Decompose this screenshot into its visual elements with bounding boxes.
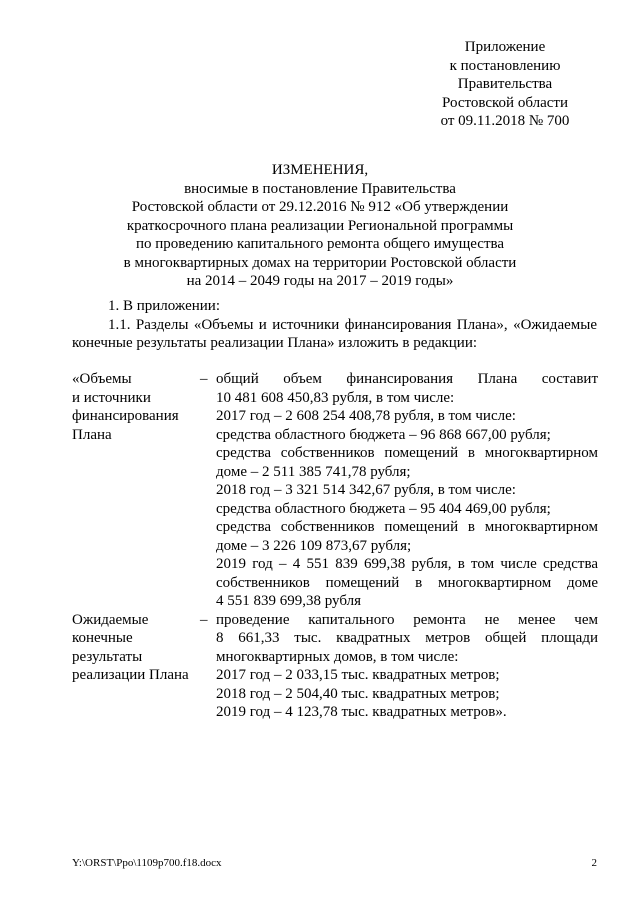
content-line: проведение капитального ремонта не менее чем: [216, 611, 598, 628]
heading-line: Ростовской области от 29.12.2016 № 912 «Об утверждении: [131, 199, 509, 215]
content-line: 2017 год – 2 608 254 408,78 рубля, в том числе:: [216, 408, 516, 424]
content-line: многоквартирных домов, в том числе:: [216, 648, 459, 665]
content-line: 4 551 839 699,38 рубля: [216, 593, 361, 609]
row-label: [72, 611, 200, 722]
content-line: общий объем финансирования Плана составит: [216, 371, 598, 387]
annex-line: Приложение: [464, 39, 546, 55]
heading-line: вносимые в постановление Правительства: [184, 180, 456, 197]
content-line: средства областного бюджета – 95 404 469,00 рубля;: [216, 500, 551, 517]
document-heading: [90, 161, 550, 291]
content-line: средства областного бюджета – 96 868 667,00 рубля;: [216, 426, 551, 443]
content-line: средства собственников помещений в многоквартирном: [216, 445, 598, 461]
annex-block: [420, 38, 590, 131]
content-line: средства собственников помещений в многоквартирном: [216, 519, 598, 535]
row-label-line: финансирования: [72, 408, 179, 424]
content-line: 2019 год – 4 551 839 699,38 рубля, в том числе средства: [216, 556, 598, 572]
content-line: доме – 3 226 109 873,67 рубля;: [216, 537, 412, 554]
content-line: 2018 год – 2 504,40 тыс. квадратных метров;: [216, 685, 500, 702]
content-line: 2019 год – 4 123,78 тыс. квадратных метров».: [216, 704, 507, 720]
row-label-line: конечные: [72, 630, 133, 646]
table-row: [72, 611, 600, 722]
content-line: собственников помещений в многоквартирном доме: [216, 574, 598, 591]
content-line: 10 481 608 450,83 рубля, в том числе:: [216, 389, 455, 406]
file-path: Y:\ORST\Ppo\1109p700.f18.docx: [72, 857, 222, 869]
heading-line: на 2014 – 2049 годы на 2017 – 2019 годы»: [186, 273, 454, 289]
content-line: 8 661,33 тыс. квадратных метров общей площади: [216, 630, 598, 646]
row-label-line: «Объемы: [72, 371, 132, 387]
row-dash: –: [200, 371, 208, 387]
row-label-line: Ожидаемые: [72, 611, 149, 628]
table-row: [72, 370, 600, 611]
row-dash: –: [200, 611, 208, 628]
heading-title: ИЗМЕНЕНИЯ,: [271, 162, 369, 178]
row-content: [216, 611, 598, 722]
page-number: 2: [591, 857, 597, 869]
heading-line: по проведению капитального ремонта общего имущества: [135, 236, 505, 252]
content-line: доме – 2 511 385 741,78 рубля;: [216, 463, 411, 480]
heading-line: краткосрочного плана реализации Региональной программы: [126, 217, 514, 234]
paragraph-item-1: 1. В приложении:: [108, 298, 220, 314]
row-label-line: Плана: [72, 426, 112, 443]
row-label-line: результаты: [72, 648, 143, 665]
content-line: 2017 год – 2 033,15 тыс. квадратных метров;: [216, 667, 500, 683]
annex-date-line: от 09.11.2018 № 700: [440, 113, 570, 129]
annex-line: Ростовской области: [442, 94, 568, 111]
paragraph-item-1-1: 1.1. Разделы «Объемы и источники финансирования Плана», «Ожидаемые конечные результаты реализации Плана» изложить в редакции:: [72, 317, 597, 351]
heading-line: в многоквартирных домах на территории Ростовской области: [123, 254, 517, 271]
row-label-line: и источники: [72, 389, 151, 406]
annex-line: к постановлению: [449, 57, 561, 74]
plan-sections-table: [72, 370, 600, 722]
row-label: [72, 370, 200, 611]
annex-line: Правительства: [457, 76, 553, 92]
row-content: [216, 370, 598, 611]
content-line: 2018 год – 3 321 514 342,67 рубля, в том числе:: [216, 482, 516, 498]
row-label-line: реализации Плана: [72, 667, 189, 683]
